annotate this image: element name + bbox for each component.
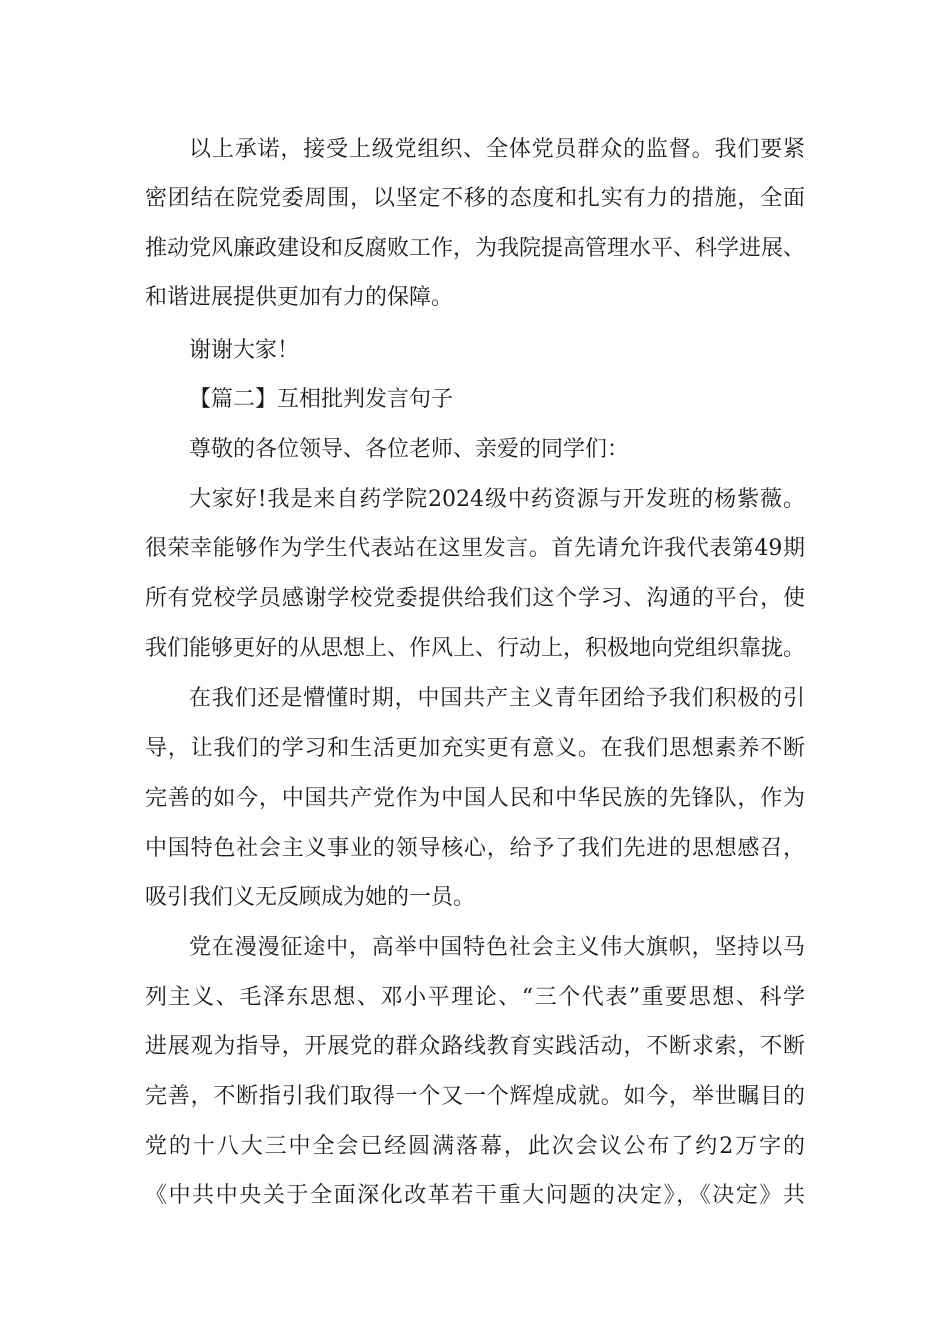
paragraph-line: 密团结在院党委周围，以坚定不移的态度和扎实有力的措施，全面 bbox=[145, 186, 805, 211]
paragraph-line: 我们能够更好的从思想上、作风上、行动上，积极地向党组织靠拢。 bbox=[145, 636, 806, 661]
paragraph-line: 导，让我们的学习和生活更加充实更有意义。在我们思想素养不断 bbox=[145, 736, 805, 761]
paragraph-line: 推动党风廉政建设和反腐败工作，为我院提高管理水平、科学进展、 bbox=[145, 236, 806, 261]
paragraph-line: 党在漫漫征途中，高举中国特色社会主义伟大旗帜，坚持以马 bbox=[189, 935, 805, 960]
paragraph-line: 谢谢大家！ bbox=[189, 338, 300, 363]
paragraph-line: 中国特色社会主义事业的领导核心，给予了我们先进的思想感召， bbox=[145, 836, 805, 861]
paragraph-line: 很荣幸能够作为学生代表站在这里发言。首先请允许我代表第49期 bbox=[145, 536, 805, 561]
paragraph-line: 完善，不断指引我们取得一个又一个辉煌成就。如今，举世瞩目的 bbox=[145, 1084, 805, 1109]
paragraph-line: 党的十八大三中全会已经圆满落幕，此次会议公布了约2万字的 bbox=[145, 1134, 805, 1159]
paragraph-line: 完善的如今，中国共产党作为中国人民和中华民族的先锋队，作为 bbox=[145, 786, 805, 811]
salutation: 尊敬的各位领导、各位老师、亲爱的同学们： bbox=[189, 437, 630, 462]
paragraph-line: 所有党校学员感谢学校党委提供给我们这个学习、沟通的平台，使 bbox=[145, 586, 805, 611]
section-heading: 【篇二】互相批判发言句子 bbox=[189, 387, 454, 412]
paragraph-line: 《中共中央关于全面深化改革若干重大问题的决定》，《决定》共 bbox=[145, 1183, 805, 1208]
paragraph-line: 进展观为指导，开展党的群众路线教育实践活动，不断求索，不断 bbox=[145, 1034, 805, 1059]
paragraph-line: 吸引我们义无反顾成为她的一员。 bbox=[145, 885, 476, 910]
paragraph-line: 和谐进展提供更加有力的保障。 bbox=[145, 285, 454, 310]
paragraph-line: 在我们还是懵懂时期，中国共产主义青年团给予我们积极的引 bbox=[189, 686, 805, 711]
paragraph-line: 列主义、毛泽东思想、邓小平理论、“三个代表”重要思想、科学 bbox=[145, 985, 805, 1010]
paragraph-line: 大家好!我是来自药学院2024级中药资源与开发班的杨紫薇。 bbox=[189, 487, 805, 512]
paragraph-line: 以上承诺，接受上级党组织、全体党员群众的监督。我们要紧 bbox=[189, 137, 805, 162]
